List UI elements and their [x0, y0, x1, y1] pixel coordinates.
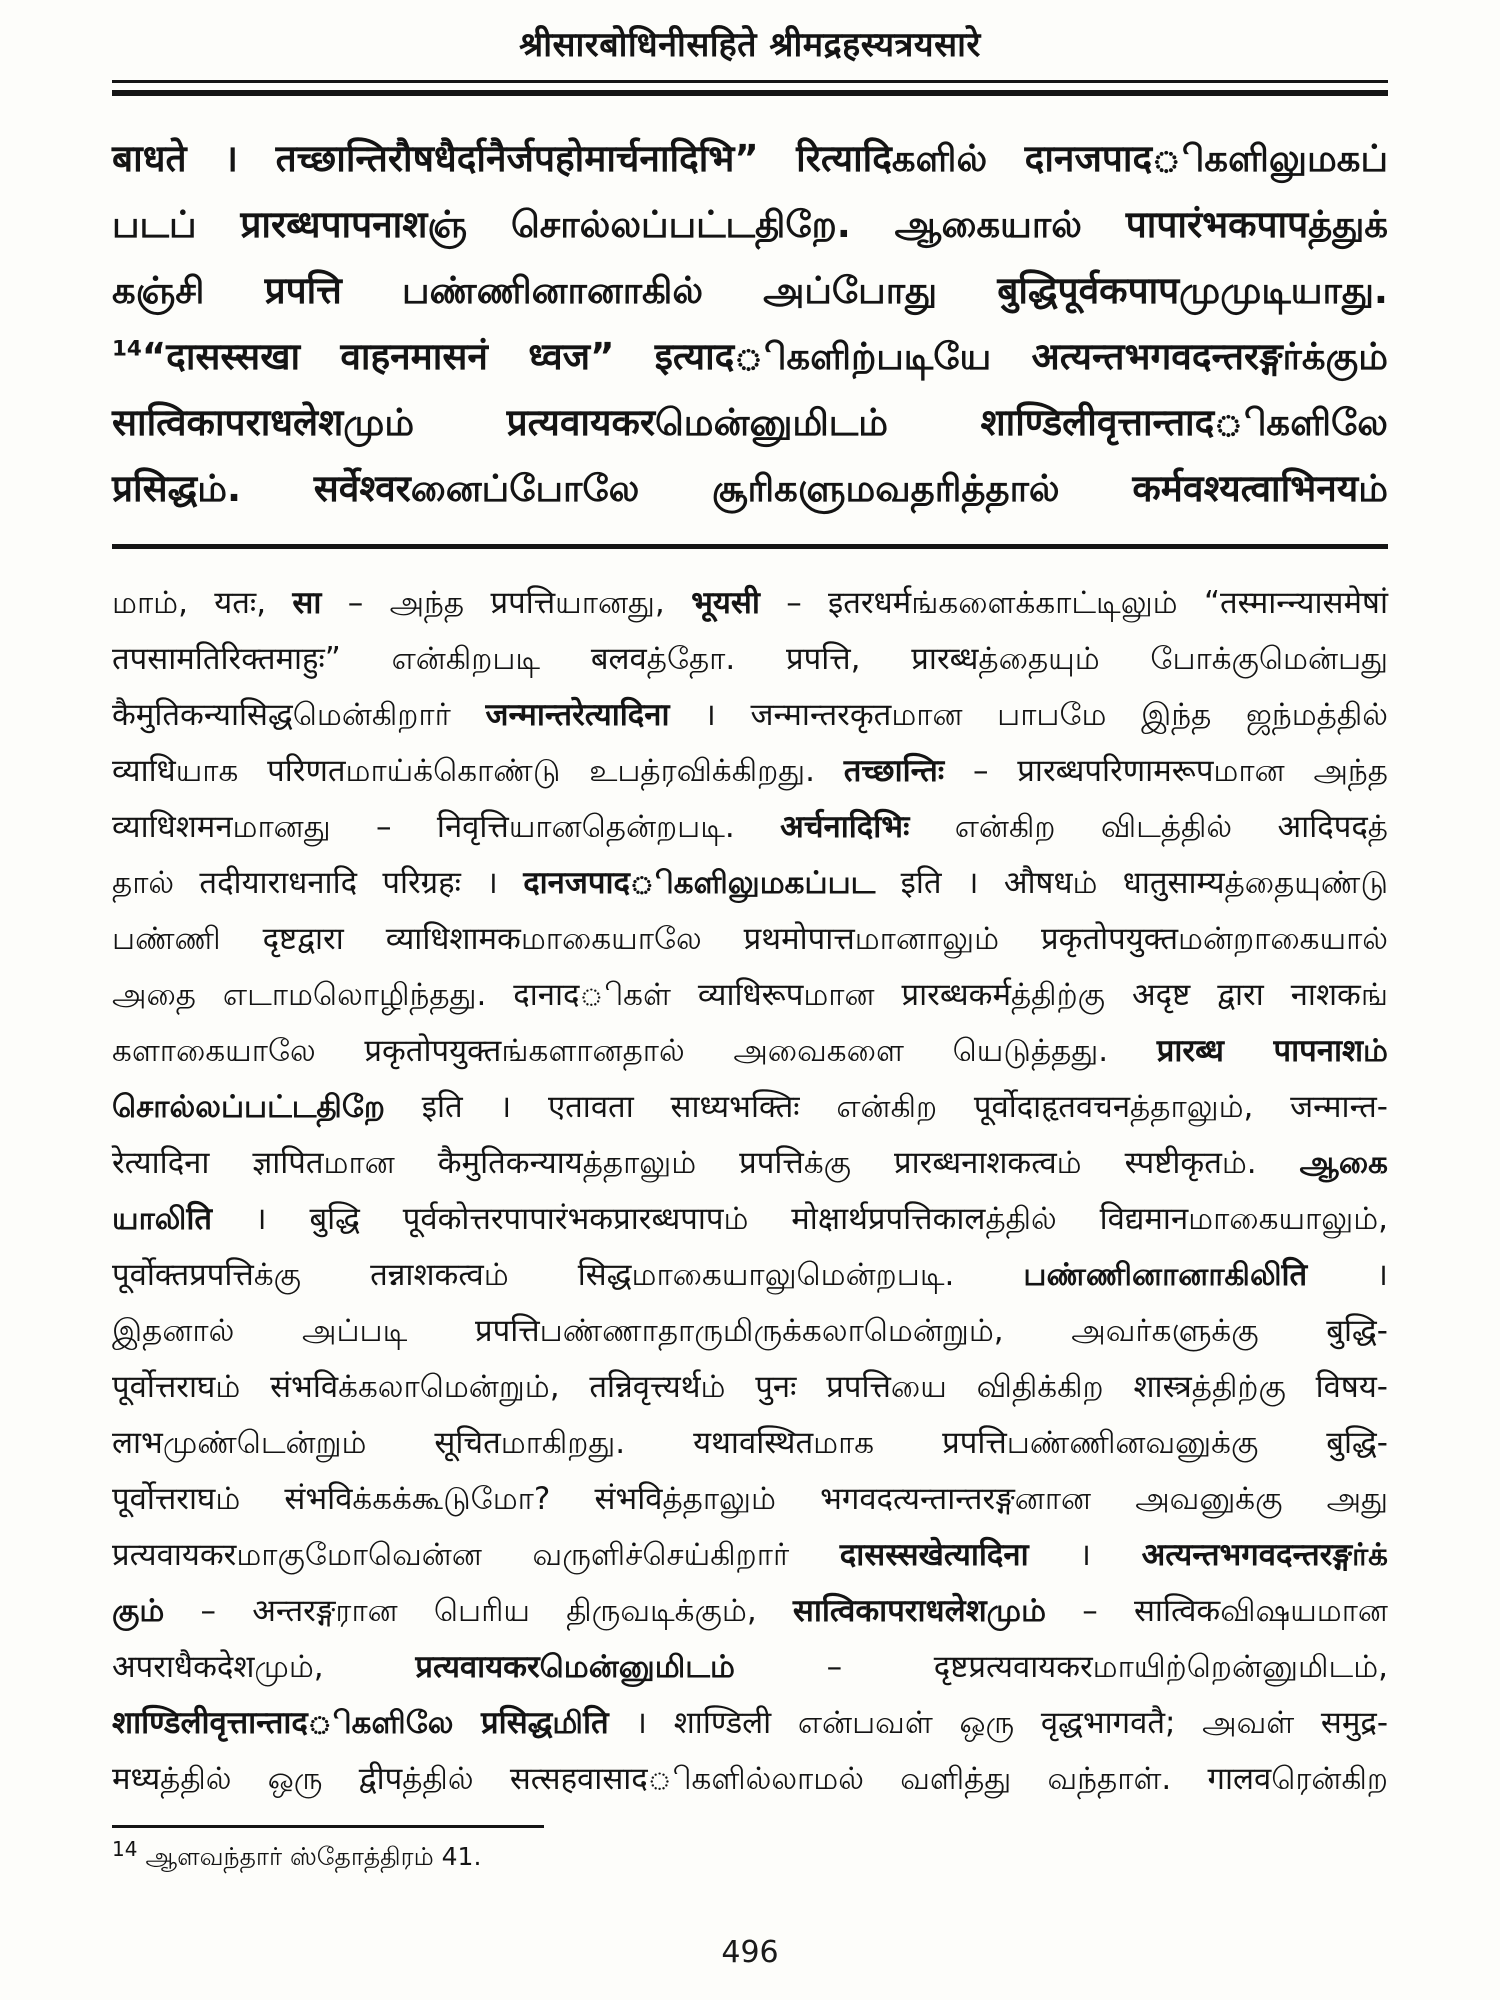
text-line — [112, 1695, 1388, 1751]
text-line — [112, 631, 1388, 687]
page-number: 496 — [721, 1935, 779, 1970]
text-segment: “दासस्सखा वाहनमासनं ध्वज” इत्यादிகளிற்படியே अत्यन्तभगवदन्तरङ्गர்க்கும் — [141, 335, 1388, 378]
text-segment: व्याधिशमनமானது – निवृत्तिயானதென்றபடி. — [112, 809, 781, 845]
text-line — [112, 799, 1388, 855]
text-line — [112, 687, 1388, 743]
text-line — [112, 390, 1388, 456]
text-segment: । — [1028, 1537, 1142, 1573]
text-line — [112, 456, 1388, 522]
footnote-divider — [112, 1825, 544, 1828]
text-segment: जन्मान्तरेत्यादिना — [485, 697, 670, 733]
text-segment: इति । एतावता साध्यभक्तिः என்கிற पूर्वोदाहृतवचनத்தாலும், जन्मान्त- — [384, 1089, 1388, 1125]
text-segment: सा — [292, 585, 322, 621]
text-segment: யாலிति — [112, 1201, 213, 1237]
text-segment: – प्रारब्धपरिणामरूपமான அந்த — [944, 753, 1388, 789]
header-rule-thick — [112, 90, 1388, 96]
text-line — [112, 855, 1388, 911]
text-line — [112, 324, 1388, 390]
text-line — [112, 1135, 1388, 1191]
text-segment: । — [1307, 1257, 1388, 1293]
text-segment: पूर्वोत्तराघம் संभविக்கலாமென்றும், तन्निवृत्त्यर्थம் पुनः प्रपत्तिயை விதிக்கிற शास्त्रத்திற்கு विषय- — [112, 1369, 1388, 1405]
text-segment: पूर्वोक्तप्रपत्तिக்கு तन्नाशकत्वம் सिद्धமாகையாலுமென்றபடி. — [112, 1257, 1024, 1293]
header-rule-thin — [112, 80, 1388, 83]
text-segment: अपराधैकदेशமும், — [112, 1649, 416, 1685]
text-segment: तच्छान्तिः — [843, 753, 945, 789]
text-segment: சொல்லப்பட்டதிறே — [112, 1089, 385, 1125]
footnote-reference-marker: 14 — [112, 336, 142, 362]
text-line — [112, 126, 1388, 192]
text-segment: என்கிற விடத்தில் आदिपदத் — [909, 809, 1388, 845]
text-segment: बाधते । तच्छान्तिरौषधैर्दानैर्जपहोमार्चनादिभि” रित्यादिகளில் दानजपादிகளிலுமகப் — [112, 137, 1388, 180]
text-segment: प्रसिद्धம். सर्वेश्वरனைப்போலே சூரிகளுமவதரித்தால் कर्मवश्यत्वाभिनयம் — [112, 467, 1388, 510]
text-segment: मध्यத்தில் ஒரு द्वीपத்தில் सत्सहवासादிகளில்லாமல் வளித்து வந்தாள். गालवரென்கிற — [112, 1761, 1388, 1797]
text-line — [112, 1527, 1388, 1583]
page-header-title: श्रीसारबोधिनीसहिते श्रीमद्रहस्यत्रयसारे — [519, 25, 981, 65]
text-line — [112, 911, 1388, 967]
text-segment: भूयसी — [691, 585, 760, 621]
text-segment: – इतरधर्मங்களைக்காட்டிலும் “तस्मान्न्यासमेषां — [759, 585, 1388, 621]
text-segment: । शाण्डिली என்பவள் ஒரு वृद्धभागवतै; அவள் समुद्र- — [608, 1705, 1389, 1741]
text-segment: – அந்த प्रपत्तिயானது, — [321, 585, 692, 621]
text-segment: लाभமுண்டென்றும் सूचितமாகிறது. यथावस्थितமாக प्रपत्तिபண்ணினவனுக்கு बुद्धि- — [112, 1425, 1388, 1461]
text-segment: कैमुतिकन्यासिद्धமென்கிறார் — [112, 697, 486, 733]
footnote-marker: 14 — [112, 1836, 138, 1861]
text-segment: अर्चनादिभिः — [780, 809, 910, 845]
footnote-text: ஆளவந்தார் ஸ்தோத்திரம் 41. — [145, 1842, 482, 1871]
text-segment: पूर्वोत्तराघம் संभविக்கக்கூடுமோ? संभविத்தாலும் भगवदत्यन्तान्तरङ्गனான அவனுக்கு அது — [112, 1481, 1388, 1517]
text-segment: பண்ணி दृष्टद्वारा व्याधिशामकமாகையாலே प्रथमोपात्तமானாலும் प्रकृतोपयुक्तமன்றாகையால் — [112, 921, 1388, 957]
text-line — [112, 1359, 1388, 1415]
text-segment: प्रारब्ध पापनाशம் — [1156, 1033, 1388, 1069]
text-segment: दानजपादிகளிலுமகப்பட — [523, 865, 876, 901]
text-segment: अत्यन्तभगवदन्तरङ्गர்க் — [1141, 1537, 1388, 1573]
text-segment: ஆகை — [1299, 1145, 1388, 1181]
text-segment: दासस्सखेत्यादिना — [839, 1537, 1029, 1573]
text-line — [112, 743, 1388, 799]
text-segment: – दृष्टप्रत्यवायकरமாயிற்றென்னுமிடம், — [734, 1649, 1388, 1685]
text-segment: इति । औषधம் धातुसाम्यத்தையுண்டு — [875, 865, 1388, 901]
text-segment: தால் तदीयाराधनादि परिग्रहः । — [112, 865, 524, 901]
text-segment: । बुद्धि पूर्वकोत्तरपापारंभकप्रारब्धपापம் मोक्षार्थप्रपत्तिकालத்தில் विद्यमानமாகையாலும், — [212, 1201, 1388, 1237]
text-segment: सात्विकापराधलेशமும் — [792, 1593, 1047, 1629]
quote-paragraph — [112, 126, 1388, 522]
text-segment: அதை எடாமலொழிந்தது. दानादிகள் व्याधिरूपமான प्रारब्धकर्मத்திற்கு अदृष्ट द्वारा नाशकங் — [112, 977, 1388, 1013]
text-line — [112, 1471, 1388, 1527]
text-line — [112, 967, 1388, 1023]
text-segment: – सात्विकவிஷயமான — [1046, 1593, 1388, 1629]
text-line — [112, 1415, 1388, 1471]
footnote — [112, 1836, 1388, 1874]
text-segment: இதனால் அப்படி प्रपत्तिபண்ணாதாருமிருக்கலாமென்றும், அவர்களுக்கு बुद्धि- — [112, 1313, 1388, 1349]
text-line — [112, 258, 1388, 324]
text-segment: प्रत्यवायकरமாகுமோவென்ன வருளிச்செய்கிறார் — [112, 1537, 840, 1573]
text-line — [112, 1191, 1388, 1247]
section-divider — [112, 544, 1388, 549]
text-segment: பண்ணினானாகிலிति — [1023, 1257, 1308, 1293]
text-segment: । जन्मान्तरकृतமான பாபமே இந்த ஜந்மத்தில் — [669, 697, 1388, 733]
text-segment: तपसामतिरिक्तमाहुः” என்கிறபடி बलवத்தோ. प्रपत्ति, प्रारब्धத்தையும் போக்குமென்பது — [112, 641, 1388, 677]
text-line — [112, 192, 1388, 258]
text-segment: களாகையாலே प्रकृतोपयुक्तங்களானதால் அவைகளை யெடுத்தது. — [112, 1033, 1157, 1069]
text-line — [112, 1023, 1388, 1079]
text-line — [112, 1247, 1388, 1303]
text-line — [112, 1583, 1388, 1639]
text-segment: व्याधिயாக परिणतமாய்க்கொண்டு உபத்ரவிக்கிறது. — [112, 753, 844, 789]
text-segment: रेत्यादिना ज्ञापितமான कैमुतिकन्यायத்தாலும் प्रपत्तिக்கு प्रारब्धनाशकत्वம் स्पष्टीकृतம். — [112, 1145, 1300, 1181]
text-segment: கும் — [112, 1593, 165, 1629]
text-segment: सात्विकापराधलेशமும் प्रत्यवायकरமென்னுமிடம் शाण्डिलीवृत्तान्तादிகளிலே — [112, 401, 1388, 444]
commentary-paragraph — [112, 575, 1388, 1807]
text-line — [112, 1751, 1388, 1807]
text-segment: படப் प्रारब्धपापनाशஞ் சொல்லப்பட்டதிறே. ஆகையால் पापारंभकपापத்துக் — [112, 203, 1388, 246]
text-line — [112, 1303, 1388, 1359]
text-line — [112, 575, 1388, 631]
text-line — [112, 1079, 1388, 1135]
text-segment: प्रत्यवायकरமென்னுமிடம் — [415, 1649, 735, 1685]
text-segment: மாம், यतः, — [112, 585, 293, 621]
text-segment: கஞ்சி प्रपत्ति பண்ணினானாகில் அப்போது बुद्धिपूर्वकपापமுமுடியாது. — [112, 269, 1388, 312]
text-line — [112, 1639, 1388, 1695]
text-segment: शाण्डिलीवृत्तान्तादிகளிலே प्रसिद्धமிति — [112, 1705, 609, 1741]
text-segment: – अन्तरङ्गரான பெரிய திருவடிக்கும், — [164, 1593, 793, 1629]
